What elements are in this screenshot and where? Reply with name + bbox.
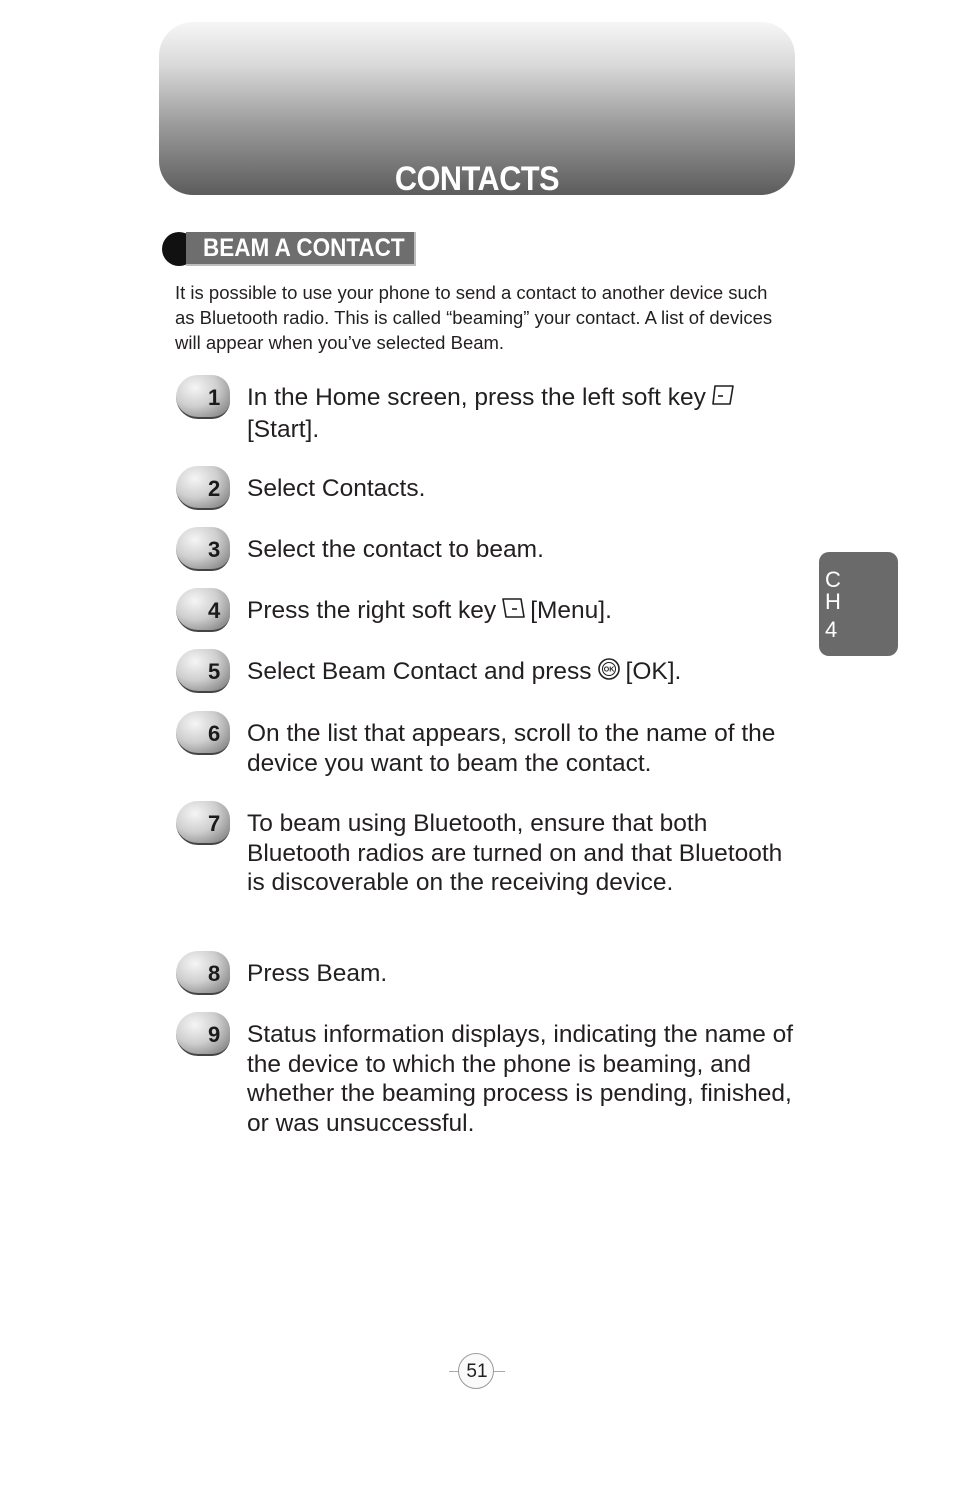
step-badge — [176, 711, 230, 755]
step-badge — [176, 527, 230, 571]
chapter-tab-letter-h: H — [825, 589, 841, 614]
step-badge — [176, 1012, 230, 1056]
step-number: 6 — [208, 721, 221, 746]
step-text — [247, 657, 795, 689]
page-number-badge — [449, 1352, 505, 1392]
step-text: On the list that appears, scroll to the name of the device you want to beam the contact. — [247, 720, 776, 777]
step-text: Select Contacts. — [247, 475, 426, 502]
chapter-header — [159, 22, 795, 198]
chapter-tab-letter-c: C — [825, 567, 841, 592]
step-text — [247, 596, 795, 628]
chapter-tab-number: 4 — [825, 617, 838, 642]
step-text: Status information displays, indicating the name of the device to which the phone is beaming, and whether the beaming process is pending, finished, or was unsuccessful. — [247, 1021, 794, 1137]
svg-text:OK: OK — [603, 666, 614, 674]
step-text-before: Select Beam Contact and press — [247, 658, 592, 686]
step-number: 8 — [208, 961, 221, 986]
step-text-after: [OK]. — [625, 658, 682, 686]
step-number: 4 — [208, 598, 221, 623]
step-number: 5 — [208, 659, 221, 684]
step-number: 7 — [208, 811, 221, 836]
page-number: 51 — [466, 1361, 488, 1382]
step-text — [247, 383, 795, 444]
step-badge — [176, 801, 230, 845]
step-text: To beam using Bluetooth, ensure that both Bluetooth radios are turned on and that Bluetooth is discoverable on the receiving device. — [247, 810, 783, 896]
step-number: 3 — [208, 537, 221, 562]
step-text: Select the contact to beam. — [247, 536, 544, 563]
left-soft-key-icon — [710, 383, 736, 415]
step-text-after: [Start]. — [247, 415, 320, 443]
page-title: CONTACTS — [394, 160, 560, 198]
step-text: Press Beam. — [247, 960, 388, 987]
step-number: 9 — [208, 1022, 221, 1047]
right-soft-key-icon — [500, 596, 526, 628]
ok-key-icon — [596, 657, 622, 689]
section-title: BEAM A CONTACT — [203, 234, 405, 262]
intro-paragraph: It is possible to use your phone to send a contact to another device such as Bluetooth radio. This is called “beaming” your contact. A list of devices will appear when you’ve selected Beam. — [175, 282, 773, 353]
step-text-after: [Menu]. — [530, 597, 612, 625]
step-badge — [176, 466, 230, 510]
step-badge — [176, 649, 230, 693]
step-text-before: Press the right soft key — [247, 597, 497, 625]
step-number: 2 — [208, 476, 221, 501]
step-badge — [176, 588, 230, 632]
step-badge — [176, 951, 230, 995]
step-text-before: In the Home screen, press the left soft key — [247, 384, 706, 412]
step-badge — [176, 375, 230, 419]
step-number: 1 — [208, 385, 221, 410]
chapter-tab — [819, 552, 898, 656]
